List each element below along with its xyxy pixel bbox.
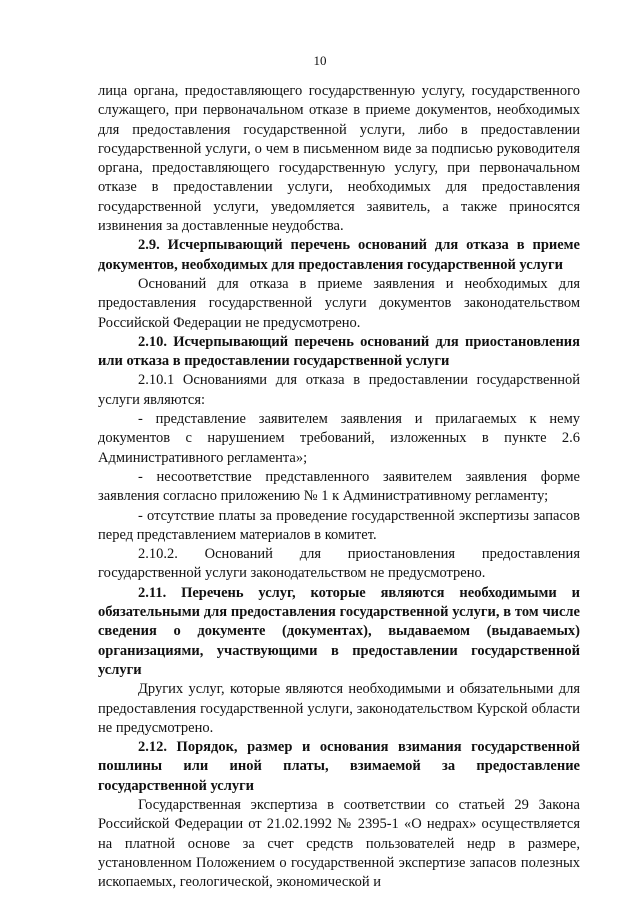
paragraph-continuation: лица органа, предоставляющего государственную услугу, государственного служащего, при первоначальном отказе в приеме документов, необходимых для предоставления государственной услуги, либо в предоставлении государственной услуги, о чем в письменном виде за подписью руководителя органа, предоставляющего государственную услугу, при первоначальном отказе в предоставлении услуги, необходимых для предоставления государственной услуги, уведомляется заявитель, а также приносятся извинения за доставленные неудобства. [98, 83, 580, 235]
section-heading-2-9: 2.9. Исчерпывающий перечень оснований для отказа в приеме документов, необходимых для предоставления государственной услуги [98, 237, 580, 273]
paragraph-2-10-2: 2.10.2. Оснований для приостановления предоставления государственной услуги законодательством не предусмотрено. [98, 546, 580, 582]
paragraph-2-9-text: Оснований для отказа в приеме заявления и необходимых для предоставления государственной услуги документов законодательством Российской Федерации не предусмотрено. [98, 275, 580, 331]
list-item-1: - представление заявителем заявления и прилагаемых к нему документов с нарушением требований, изложенных в пункте 2.6 Административного регламента»; [98, 411, 580, 466]
section-heading-2-12: 2.12. Порядок, размер и основания взимания государственной пошлины или иной платы, взимаемой за предоставление государственной услуги [98, 739, 580, 794]
section-heading-2-10: 2.10. Исчерпывающий перечень оснований для приостановления или отказа в предоставлении государственной услуги [98, 333, 580, 370]
paragraph-2-12-text: Государственная экспертиза в соответствии со статьей 29 Закона Российской Федерации от 21.02.1992 № 2395-1 «О недрах» осуществляется на платной основе за счет средств пользователей недр в размере, установленном Положением о государственной экспертизе запасов полезных ископаемых, геологической, экономической и [98, 796, 580, 891]
paragraph-2-11-text: Других услуг, которые являются необходимыми и обязательными для предоставления государственной услуги, законодательством Курской области не предусмотрено. [98, 681, 580, 736]
list-item-3: - отсутствие платы за проведение государственной экспертизы запасов перед представлением материалов в комитет. [98, 507, 580, 543]
page-number: 10 [313, 53, 327, 68]
list-item-2: - несоответствие представленного заявителем заявления форме заявления согласно приложению № 1 к Административному регламенту; [98, 468, 580, 505]
paragraph-2-10-1: 2.10.1 Основаниями для отказа в предоставлении государственной услуги являются: [98, 372, 580, 408]
document-body [98, 82, 580, 892]
section-heading-2-11: 2.11. Перечень услуг, которые являются необходимыми и обязательными для предоставления государственной услуги, в том числе сведения о документе (документах), выдаваемом (выдаваемых) организациями, участвующими в предоставлении государственной услуги [98, 584, 580, 678]
